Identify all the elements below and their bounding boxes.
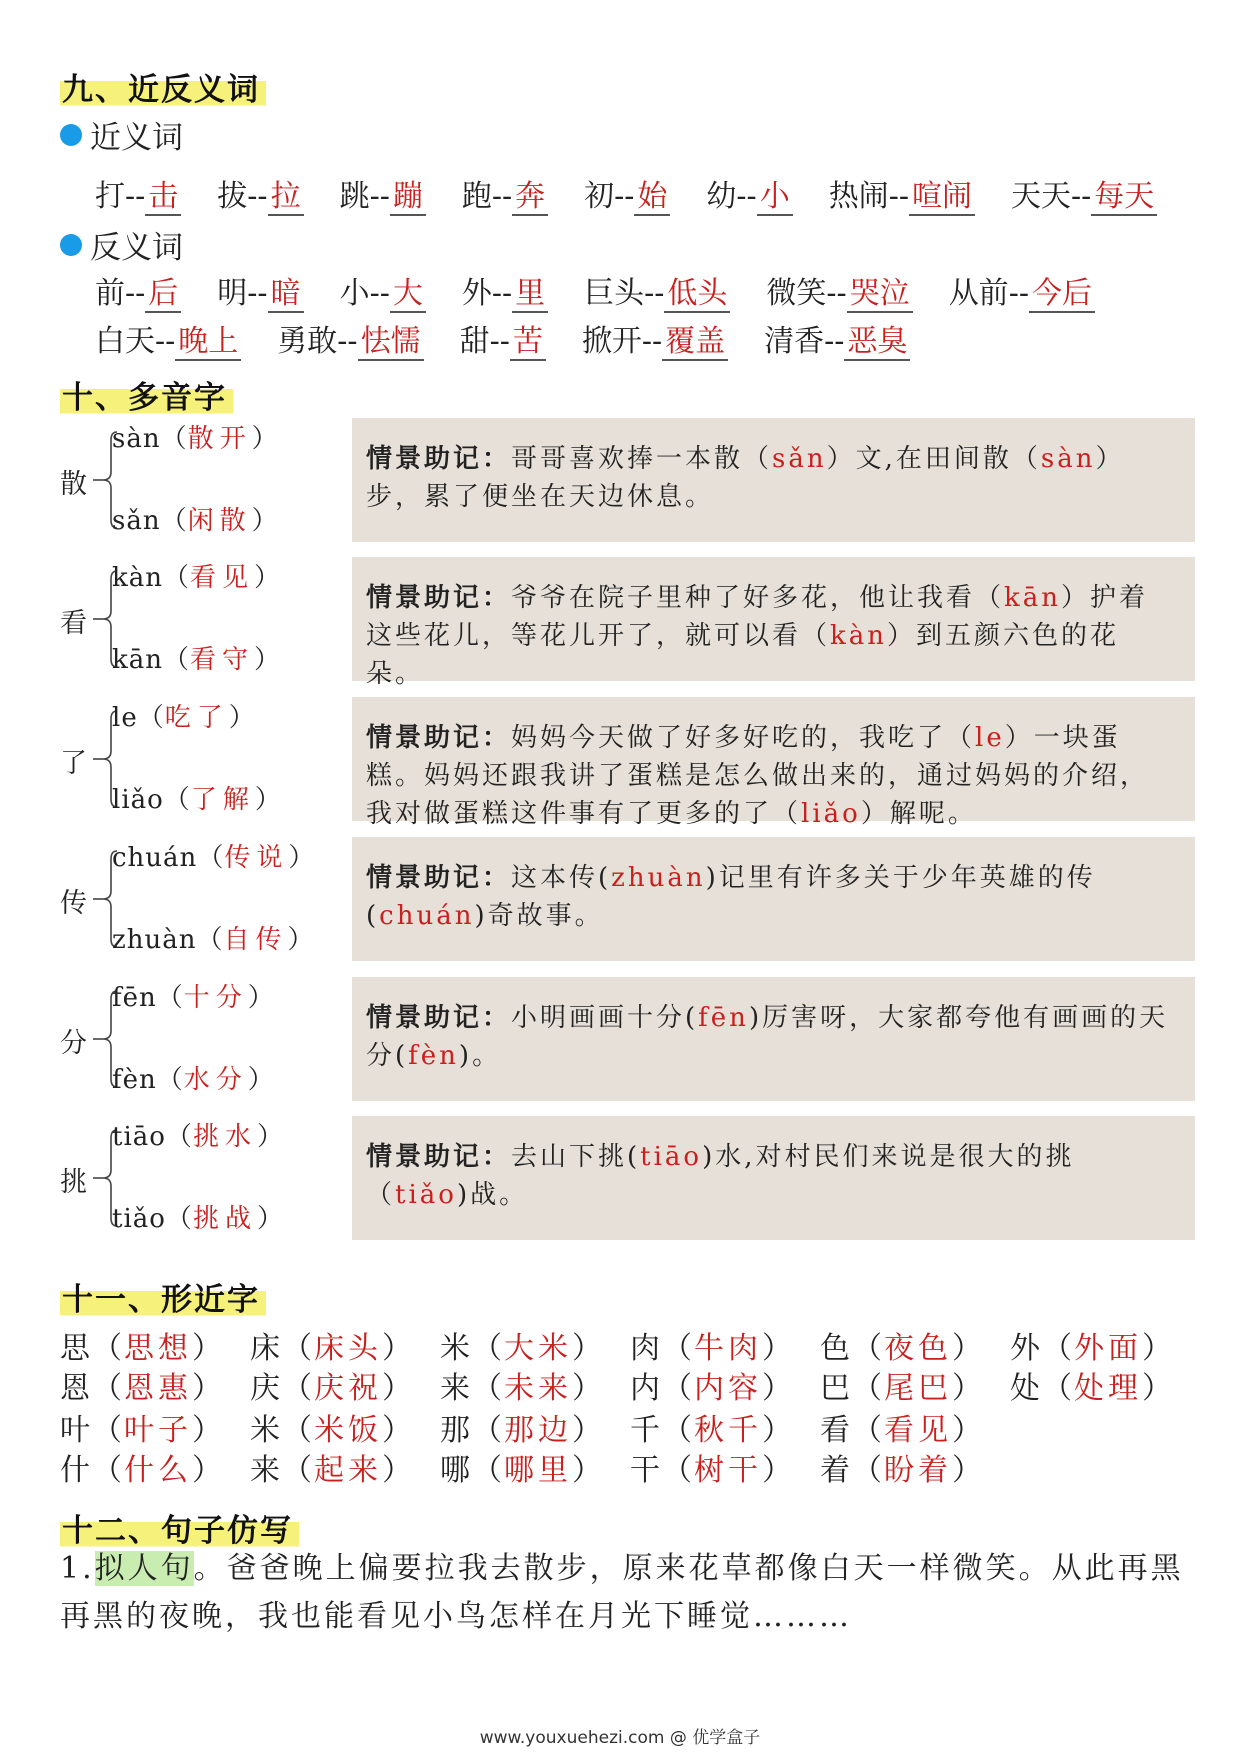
example-word: 挑战 bbox=[192, 1204, 257, 1234]
story-pinyin: fèn bbox=[408, 1041, 459, 1071]
char: 那 bbox=[440, 1413, 472, 1448]
story-text: 这本传( bbox=[511, 863, 612, 893]
polyphone-block bbox=[60, 1116, 1195, 1240]
pinyin: kàn bbox=[112, 563, 164, 593]
answer-word: 哭泣 bbox=[847, 276, 913, 313]
reading-1: le（吃了） bbox=[112, 703, 256, 733]
antonyms-heading bbox=[60, 222, 183, 267]
char: 色 bbox=[820, 1331, 852, 1366]
example-word: 看见 bbox=[190, 563, 255, 593]
answer-word: 大 bbox=[390, 276, 426, 313]
story-pinyin: tiāo bbox=[640, 1142, 703, 1172]
char: 思 bbox=[60, 1331, 92, 1366]
word: 清香 bbox=[764, 324, 825, 359]
story-pinyin: chuán bbox=[379, 901, 475, 931]
answer-word: 击 bbox=[145, 179, 181, 216]
word-pair: 甜-- 苦 bbox=[460, 316, 546, 360]
word: 幼 bbox=[706, 179, 737, 214]
reading-2: tiǎo（挑战） bbox=[112, 1204, 284, 1234]
word-pair: 白天-- 晚上 bbox=[95, 316, 241, 360]
answer-word: 苦 bbox=[510, 324, 546, 361]
word: 跳 bbox=[339, 179, 370, 214]
imitation-sentence bbox=[60, 1545, 1190, 1641]
story-pinyin: kān bbox=[1004, 583, 1062, 613]
story-text: )水,对村民们来说是很大的挑（ bbox=[366, 1142, 1075, 1210]
answer-word: 恶臭 bbox=[844, 324, 910, 361]
example-word: 米饭 bbox=[314, 1413, 382, 1448]
char: 米 bbox=[250, 1413, 282, 1448]
story-text: 哥哥喜欢捧一本散（ bbox=[511, 444, 773, 474]
answer-word: 覆盖 bbox=[662, 324, 728, 361]
word: 热闹 bbox=[828, 179, 889, 214]
word-pair: 跳-- 蹦 bbox=[340, 171, 426, 215]
synonyms-heading bbox=[60, 112, 183, 157]
word-pair: 掀开-- 覆盖 bbox=[582, 316, 728, 360]
pinyin: sàn bbox=[112, 424, 161, 454]
example-word: 看守 bbox=[190, 645, 255, 675]
memory-tip-box bbox=[352, 837, 1195, 961]
reading-2: zhuàn（自传） bbox=[112, 925, 315, 955]
similar-char-item: 叶（叶子） bbox=[60, 1413, 224, 1448]
word: 打 bbox=[95, 179, 125, 214]
word: 初 bbox=[584, 179, 615, 214]
story-text: 去山下挑( bbox=[511, 1142, 641, 1172]
word: 拔 bbox=[217, 179, 248, 214]
word-pair: 清香-- 恶臭 bbox=[764, 316, 910, 360]
char: 干 bbox=[630, 1453, 662, 1488]
word-pair: 跑-- 奔 bbox=[462, 171, 548, 215]
char: 外 bbox=[1010, 1331, 1042, 1366]
answer-word: 低头 bbox=[664, 276, 730, 313]
polyphone-block bbox=[60, 837, 1195, 961]
answer-word: 今后 bbox=[1029, 276, 1095, 313]
word-pair: 勇敢-- 怯懦 bbox=[277, 316, 423, 360]
sentence-type-tag: 拟人句 bbox=[94, 1551, 194, 1586]
similar-char-item: 外（外面） bbox=[1010, 1331, 1174, 1366]
reading-2: sǎn（闲散） bbox=[112, 506, 279, 536]
example-word: 哪里 bbox=[504, 1453, 572, 1488]
example-word: 了解 bbox=[190, 785, 255, 815]
word-pair: 打-- 击 bbox=[95, 171, 181, 215]
story-text: 爷爷在院子里种了好多花，他让我看（ bbox=[511, 583, 1005, 613]
pinyin: kān bbox=[112, 645, 164, 675]
word: 外 bbox=[461, 276, 492, 311]
similar-char-item: 干（树干） bbox=[630, 1453, 794, 1488]
story-text: ）一块蛋糕。妈妈还跟我讲了蛋糕是怎么做出来的，通过妈妈的介绍，我对做蛋糕这件事有了更多的了（ bbox=[366, 723, 1150, 829]
similar-char-item: 内（内容） bbox=[630, 1371, 794, 1406]
story-pinyin: zhuàn bbox=[611, 863, 706, 893]
section-11-title: 十一、形近字 bbox=[60, 1274, 266, 1319]
answer-word: 喧闹 bbox=[909, 179, 975, 216]
word-pair: 前-- 后 bbox=[95, 268, 181, 312]
char: 处 bbox=[1010, 1371, 1042, 1406]
char: 恩 bbox=[60, 1371, 92, 1406]
story-text: )。 bbox=[458, 1041, 502, 1071]
similar-char-item: 色（夜色） bbox=[820, 1331, 984, 1366]
word-pair: 初-- 始 bbox=[584, 171, 670, 215]
example-word: 内容 bbox=[694, 1371, 762, 1406]
pinyin: chuán bbox=[112, 843, 198, 873]
polyphone-block bbox=[60, 697, 1195, 829]
memory-tip-box bbox=[352, 557, 1195, 689]
similar-char-item: 米（大米） bbox=[440, 1331, 604, 1366]
similar-char-item: 着（盼着） bbox=[820, 1453, 984, 1488]
section-12-title: 十二、句子仿写 bbox=[60, 1505, 299, 1550]
char: 哪 bbox=[440, 1453, 472, 1488]
answer-word: 奔 bbox=[512, 179, 548, 216]
pinyin: fèn bbox=[112, 1065, 157, 1095]
example-word: 处理 bbox=[1074, 1371, 1142, 1406]
similar-char-item: 巴（尾巴） bbox=[820, 1371, 984, 1406]
story-text: ）文,在田间散（ bbox=[826, 444, 1041, 474]
answer-word: 每天 bbox=[1091, 179, 1157, 216]
word-pair: 外-- 里 bbox=[462, 268, 548, 312]
similar-char-item: 千（秋千） bbox=[630, 1413, 794, 1448]
example-word: 庆祝 bbox=[314, 1371, 382, 1406]
story-pinyin: liǎo bbox=[801, 799, 861, 829]
pinyin: fēn bbox=[112, 983, 157, 1013]
example-word: 起来 bbox=[314, 1453, 382, 1488]
word-pair: 巨头-- 低头 bbox=[584, 268, 730, 312]
footer-watermark: www.youxuehezi.com @ 优学盒子 bbox=[479, 1728, 761, 1748]
answer-word: 小 bbox=[757, 179, 793, 216]
example-word: 十分 bbox=[183, 983, 248, 1013]
char: 肉 bbox=[630, 1331, 662, 1366]
answer-word: 晚上 bbox=[175, 324, 241, 361]
word: 明 bbox=[217, 276, 248, 311]
story-pinyin: le bbox=[975, 723, 1005, 753]
example-word: 大米 bbox=[504, 1331, 572, 1366]
similar-char-item: 那（那边） bbox=[440, 1413, 604, 1448]
bullet-dot-icon bbox=[60, 124, 82, 146]
word-pair: 拔-- 拉 bbox=[217, 171, 303, 215]
similar-char-item: 来（未来） bbox=[440, 1371, 604, 1406]
reading-2: kān（看守） bbox=[112, 645, 282, 675]
reading-2: liǎo（了解） bbox=[112, 785, 282, 815]
example-word: 传说 bbox=[224, 843, 289, 873]
pinyin: le bbox=[112, 703, 138, 733]
similar-char-item: 思（思想） bbox=[60, 1331, 224, 1366]
story-text: ）解呢。 bbox=[860, 799, 977, 829]
antonyms-row-2 bbox=[95, 316, 946, 360]
section-9-title: 九、近反义词 bbox=[60, 64, 266, 109]
example-word: 叶子 bbox=[124, 1413, 192, 1448]
word: 微笑 bbox=[766, 276, 827, 311]
memory-tip-box bbox=[352, 697, 1195, 829]
example-word: 看见 bbox=[884, 1413, 952, 1448]
polyphone-char: 传 bbox=[60, 888, 87, 919]
char: 来 bbox=[440, 1371, 472, 1406]
word-pair: 热闹-- 喧闹 bbox=[829, 171, 975, 215]
char: 看 bbox=[820, 1413, 852, 1448]
example-word: 未来 bbox=[504, 1371, 572, 1406]
word: 小 bbox=[339, 276, 370, 311]
story-text: ）护着这些花儿，等花儿开了，就可以看（ bbox=[366, 583, 1149, 651]
sentence-number: 1. bbox=[60, 1551, 95, 1586]
example-word: 盼着 bbox=[884, 1453, 952, 1488]
example-word: 闲散 bbox=[187, 506, 252, 536]
story-text: )记里有许多关于少年英雄的传( bbox=[366, 863, 1096, 931]
memory-tip-label: 情景助记： bbox=[366, 583, 512, 613]
word: 甜 bbox=[459, 324, 490, 359]
word-pair: 幼-- 小 bbox=[706, 171, 792, 215]
reading-1: fēn（十分） bbox=[112, 983, 275, 1013]
polyphone-block bbox=[60, 977, 1195, 1101]
story-pinyin: fēn bbox=[698, 1003, 749, 1033]
similar-char-item: 看（看见） bbox=[820, 1413, 984, 1448]
example-word: 思想 bbox=[124, 1331, 192, 1366]
char: 来 bbox=[250, 1453, 282, 1488]
pinyin: zhuàn bbox=[112, 925, 197, 955]
answer-word: 始 bbox=[634, 179, 670, 216]
example-word: 牛肉 bbox=[694, 1331, 762, 1366]
word: 勇敢 bbox=[277, 324, 338, 359]
char: 叶 bbox=[60, 1413, 92, 1448]
reading-2: fèn（水分） bbox=[112, 1065, 275, 1095]
pinyin: tiǎo bbox=[112, 1204, 166, 1234]
story-text: ）步，累了便坐在天边休息。 bbox=[366, 444, 1125, 512]
similar-char-item: 庆（庆祝） bbox=[250, 1371, 414, 1406]
polyphone-char: 挑 bbox=[60, 1167, 87, 1198]
example-word: 自传 bbox=[223, 925, 288, 955]
word-pair: 明-- 暗 bbox=[217, 268, 303, 312]
char: 床 bbox=[250, 1331, 282, 1366]
example-word: 夜色 bbox=[884, 1331, 952, 1366]
answer-word: 里 bbox=[512, 276, 548, 313]
story-pinyin: kàn bbox=[830, 621, 888, 651]
answer-word: 怯懦 bbox=[358, 324, 424, 361]
answer-word: 后 bbox=[145, 276, 181, 313]
example-word: 那边 bbox=[504, 1413, 572, 1448]
reading-1: kàn（看见） bbox=[112, 563, 282, 593]
example-word: 床头 bbox=[314, 1331, 382, 1366]
example-word: 水分 bbox=[183, 1065, 248, 1095]
story-text: 小明画画十分( bbox=[511, 1003, 699, 1033]
example-word: 尾巴 bbox=[884, 1371, 952, 1406]
answer-word: 蹦 bbox=[390, 179, 426, 216]
reading-1: sàn（散开） bbox=[112, 424, 279, 454]
similar-char-item: 什（什么） bbox=[60, 1453, 224, 1488]
section-10-title: 十、多音字 bbox=[60, 372, 233, 417]
similar-char-item: 肉（牛肉） bbox=[630, 1331, 794, 1366]
example-word: 什么 bbox=[124, 1453, 192, 1488]
memory-tip-label: 情景助记： bbox=[366, 723, 512, 753]
memory-tip-label: 情景助记： bbox=[366, 444, 512, 474]
story-pinyin: tiǎo bbox=[395, 1180, 457, 1210]
similar-char-item: 恩（恩惠） bbox=[60, 1371, 224, 1406]
similar-char-item: 哪（哪里） bbox=[440, 1453, 604, 1488]
word: 跑 bbox=[461, 179, 492, 214]
char: 什 bbox=[60, 1453, 92, 1488]
story-text: )厉害呀，大家都夸他有画画的天分( bbox=[366, 1003, 1169, 1071]
word: 天天 bbox=[1010, 179, 1071, 214]
char: 巴 bbox=[820, 1371, 852, 1406]
similar-char-item: 处（处理） bbox=[1010, 1371, 1174, 1406]
story-pinyin: sǎn bbox=[772, 444, 827, 474]
similar-char-item: 床（床头） bbox=[250, 1331, 414, 1366]
synonyms-label: 近义词 bbox=[90, 120, 183, 156]
story-pinyin: sàn bbox=[1040, 444, 1096, 474]
word-pair: 从前-- 今后 bbox=[949, 268, 1095, 312]
memory-tip-label: 情景助记： bbox=[366, 1142, 512, 1172]
polyphone-block bbox=[60, 418, 1195, 542]
answer-word: 拉 bbox=[268, 179, 304, 216]
polyphone-char: 了 bbox=[60, 748, 87, 779]
polyphone-char: 散 bbox=[60, 469, 87, 500]
memory-tip-box bbox=[352, 418, 1195, 542]
story-text: 妈妈今天做了好多好吃的，我吃了（ bbox=[511, 723, 976, 753]
pinyin: tiāo bbox=[112, 1122, 166, 1152]
answer-word: 暗 bbox=[268, 276, 304, 313]
word: 前 bbox=[95, 276, 125, 311]
antonyms-row-1 bbox=[95, 268, 1131, 312]
reading-1: tiāo（挑水） bbox=[112, 1122, 284, 1152]
example-word: 挑水 bbox=[192, 1122, 257, 1152]
example-word: 散开 bbox=[187, 424, 252, 454]
sentence-text: 。爸爸晚上偏要拉我去散步，原来花草都像白天一样微笑。从此再黑再黑的夜晚，我也能看见小鸟怎样在月光下睡觉……… bbox=[60, 1551, 1184, 1634]
memory-tip-label: 情景助记： bbox=[366, 863, 512, 893]
word-pair: 微笑-- 哭泣 bbox=[766, 268, 912, 312]
memory-tip-box bbox=[352, 1116, 1195, 1240]
example-word: 吃了 bbox=[164, 703, 229, 733]
char: 着 bbox=[820, 1453, 852, 1488]
polyphone-block bbox=[60, 557, 1195, 689]
word-pair: 小-- 大 bbox=[340, 268, 426, 312]
reading-1: chuán（传说） bbox=[112, 843, 316, 873]
example-word: 树干 bbox=[694, 1453, 762, 1488]
polyphone-char: 看 bbox=[60, 608, 87, 639]
synonyms-row bbox=[95, 171, 1193, 215]
similar-char-item: 米（米饭） bbox=[250, 1413, 414, 1448]
word: 从前 bbox=[948, 276, 1009, 311]
char: 庆 bbox=[250, 1371, 282, 1406]
word: 巨头 bbox=[584, 276, 645, 311]
word: 掀开 bbox=[581, 324, 642, 359]
polyphone-char: 分 bbox=[60, 1028, 87, 1059]
memory-tip-label: 情景助记： bbox=[366, 1003, 512, 1033]
example-word: 秋千 bbox=[694, 1413, 762, 1448]
memory-tip-box bbox=[352, 977, 1195, 1101]
bullet-dot-icon bbox=[60, 234, 82, 256]
pinyin: sǎn bbox=[112, 506, 161, 536]
word-pair: 天天-- 每天 bbox=[1011, 171, 1157, 215]
story-text: )奇故事。 bbox=[474, 901, 604, 931]
story-text: )战。 bbox=[456, 1180, 529, 1210]
example-word: 恩惠 bbox=[124, 1371, 192, 1406]
char: 内 bbox=[630, 1371, 662, 1406]
char: 米 bbox=[440, 1331, 472, 1366]
pinyin: liǎo bbox=[112, 785, 164, 815]
antonyms-label: 反义词 bbox=[90, 230, 183, 266]
similar-char-item: 来（起来） bbox=[250, 1453, 414, 1488]
char: 千 bbox=[630, 1413, 662, 1448]
story-text: ）到五颜六色的花朵。 bbox=[366, 621, 1120, 689]
word: 白天 bbox=[95, 324, 155, 359]
example-word: 外面 bbox=[1074, 1331, 1142, 1366]
